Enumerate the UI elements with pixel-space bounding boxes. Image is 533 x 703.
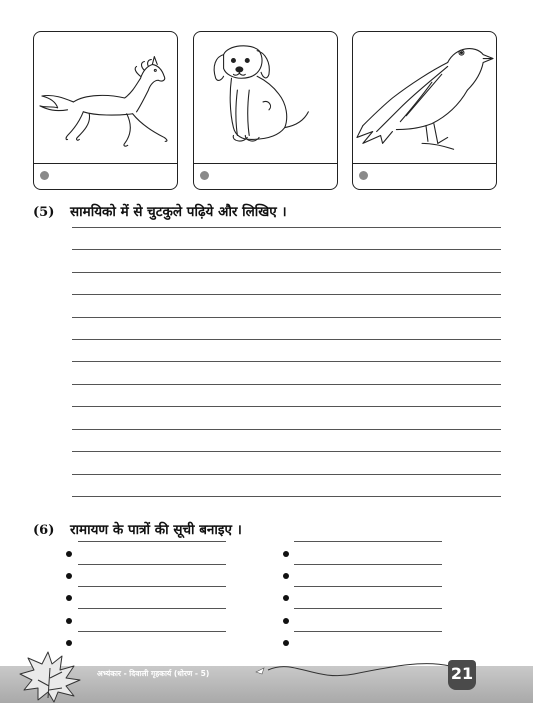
list-line[interactable] <box>78 631 226 632</box>
list-line[interactable] <box>294 541 442 542</box>
writing-line[interactable] <box>72 294 501 295</box>
list-line[interactable] <box>294 631 442 632</box>
bullet-dot <box>66 595 72 601</box>
bullet-dot <box>359 171 368 180</box>
question-6-number: (6) <box>33 523 55 538</box>
bullet-dot <box>283 618 289 624</box>
bullet-dot <box>66 573 72 579</box>
leaf-sketch-icon <box>18 648 88 703</box>
writing-line[interactable] <box>72 227 501 228</box>
list-line[interactable] <box>78 541 226 542</box>
bullet-dot <box>40 171 49 180</box>
list-line[interactable] <box>294 608 442 609</box>
writing-line[interactable] <box>72 406 501 407</box>
writing-line[interactable] <box>72 361 501 362</box>
list-line[interactable] <box>78 564 226 565</box>
writing-line[interactable] <box>72 317 501 318</box>
list-line[interactable] <box>78 608 226 609</box>
writing-line[interactable] <box>72 429 501 430</box>
bird-icon <box>353 32 496 163</box>
bullet-dot <box>283 640 289 646</box>
dog-icon <box>194 32 337 163</box>
writing-line[interactable] <box>72 249 501 250</box>
bullet-dot <box>283 595 289 601</box>
caption-divider <box>353 163 496 164</box>
footer-text: अभ्यंकार - दिवाली गृहकार्य (धोरण - 5) <box>97 669 210 678</box>
string-decoration-icon <box>254 656 454 686</box>
bullet-dot <box>66 640 72 646</box>
writing-line[interactable] <box>72 339 501 340</box>
bullet-dot <box>66 551 72 557</box>
list-line[interactable] <box>78 586 226 587</box>
list-line[interactable] <box>294 586 442 587</box>
bullet-dot <box>283 573 289 579</box>
bullet-dot <box>283 551 289 557</box>
writing-line[interactable] <box>72 272 501 273</box>
picture-card-bird <box>352 31 497 190</box>
picture-card-dog <box>193 31 338 190</box>
horse-icon <box>34 32 177 163</box>
list-line[interactable] <box>294 564 442 565</box>
bullet-dot <box>200 171 209 180</box>
question-5-text: सामयिको में से चुटकुले पढ़िये और लिखिए । <box>70 204 287 220</box>
writing-line[interactable] <box>72 451 501 452</box>
caption-divider <box>194 163 337 164</box>
question-5-number: (5) <box>33 205 55 220</box>
writing-line[interactable] <box>72 384 501 385</box>
caption-divider <box>34 163 177 164</box>
picture-card-horse <box>33 31 178 190</box>
bullet-dot <box>66 618 72 624</box>
question-6-text: रामायण के पात्रों की सूची बनाइए । <box>70 522 242 538</box>
writing-line[interactable] <box>72 496 501 497</box>
writing-line[interactable] <box>72 474 501 475</box>
page-number: 21 <box>450 664 474 683</box>
